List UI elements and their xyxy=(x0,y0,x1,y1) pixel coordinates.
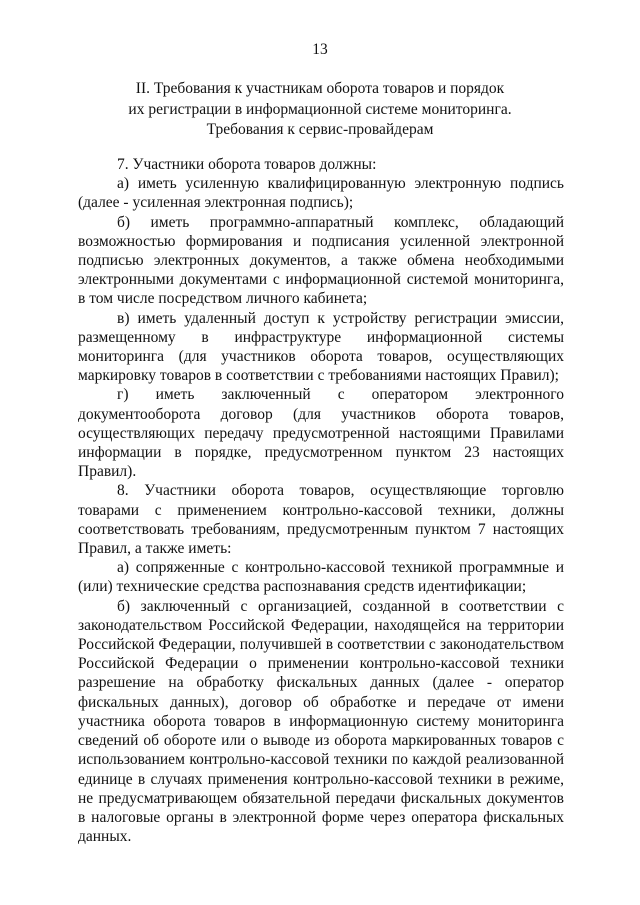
page-number: 13 xyxy=(312,41,328,58)
heading-line-2: их регистрации в информационной системе мониторинга. xyxy=(128,100,512,118)
paragraph-7b: б) иметь программно-аппаратный комплекс, обладающий возможностью формирования и подписания усиленной электронной подписью электронных документов, а также обмена необходимыми электронными документами с информационной системой мониторинга, в том числе посредством личного кабинета; xyxy=(78,213,564,308)
paragraph-8a: а) сопряженные с контрольно-кассовой техникой программные и (или) технические средства распознавания средств идентификации; xyxy=(78,559,564,596)
paragraph-7: 7. Участники оборота товаров должны: xyxy=(117,156,377,173)
paragraph-7g: г) иметь заключенный с оператором электронного документооборота договор (для участников оборота товаров, осуществляющих передачу предусмотренной настоящими Правилами информации в порядке, предусмотренном пунктом 23 настоящих Правил). xyxy=(78,386,564,481)
heading-line-1: II. Требования к участникам оборота товаров и порядок xyxy=(135,80,505,97)
paragraph-8b: б) заключенный с организацией, созданной в соответствии с законодательством Российской Федерации, находящейся на территории Российской Федерации, получившей в соответствии с законодательством Российской Федерации о применении контрольно-кассовой техники разрешение на обработку фискальных данных (далее - оператор фискальных данных), договор об обработке и передаче от имени участника оборота товаров в информационную систему мониторинга сведений об обороте или о выводе из оборота маркированных товаров с использованием контрольно-кассовой техники по каждой реализованной единице в случаях применения контрольно-кассовой техники в режиме, не предусматривающем обязательной передачи фискальных документов в налоговые органы в электронной форме через оператора фискальных данных. xyxy=(78,597,564,846)
paragraph-7v: в) иметь удаленный доступ к устройству регистрации эмиссии, размещенному в инфраструктуре информационной системы мониторинга (для участников оборота товаров, осуществляющих маркировку товаров в соответствии с требованиями настоящих Правил); xyxy=(78,309,564,385)
paragraph-7a: а) иметь усиленную квалифицированную электронную подпись (далее - усиленная электронная подпись); xyxy=(78,175,564,212)
section-heading xyxy=(70,79,570,141)
document-body xyxy=(78,155,564,846)
paragraph-8: 8. Участники оборота товаров, осуществляющие торговлю товарами с применением контрольно-кассовой техники, должны соответствовать требованиям, предусмотренным пунктом 7 настоящих Правил, а также иметь: xyxy=(78,482,564,558)
heading-line-3: Требования к сервис-провайдерам xyxy=(206,121,434,138)
